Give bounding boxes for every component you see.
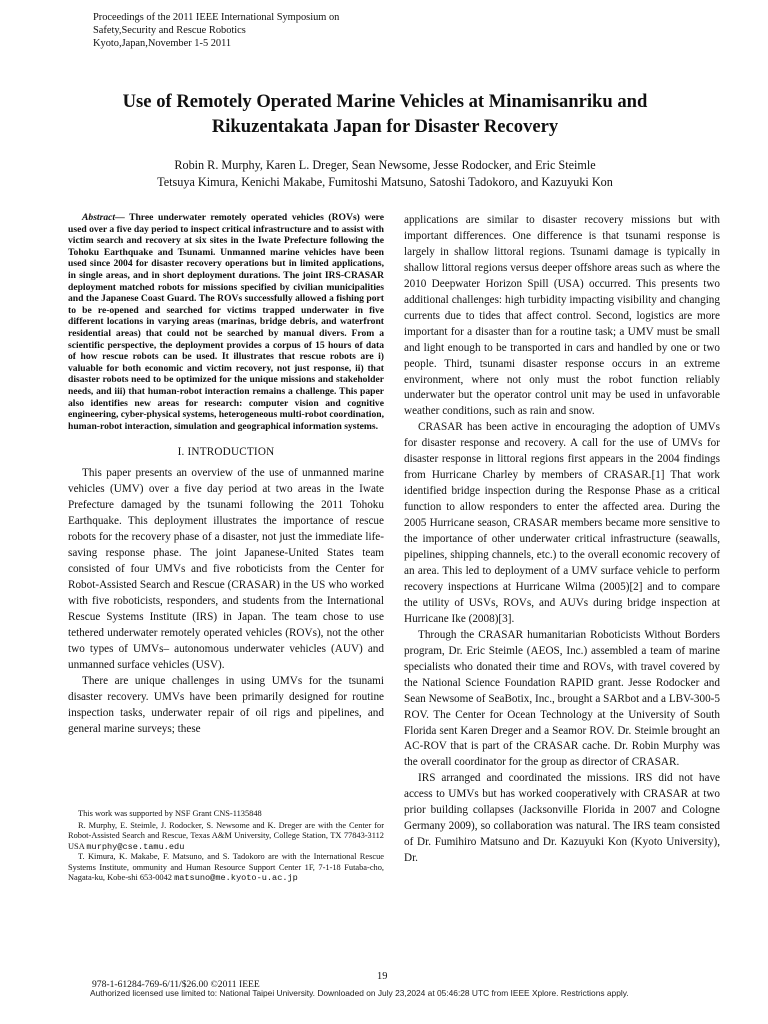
proceedings-line-1: Proceedings of the 2011 IEEE International Symposium on xyxy=(93,12,340,23)
left-column xyxy=(68,212,384,737)
authors-line-1: Robin R. Murphy, Karen L. Dreger, Sean Newsome, Jesse Rodocker, and Eric Steimle xyxy=(174,158,596,172)
footnotes xyxy=(68,809,384,884)
right-paragraph-2: CRASAR has been active in encouraging the adoption of UMVs for disaster response and recovery. A call for the use of UMVs for disaster response in littoral regions first appears in the 2004 findings from Hurricane Charley by members of CRASAR.[1] That work identified bridge inspection during the Response Phase as a critical function to allow responders to enter the affected area. During the 2005 Hurricane season, CRASAR members became more sensitive to the importance of other underwater critical infrastructure (seawalls, pipelines, shipping channels, etc.) to the overall economic recovery of an area. This led to deployment of a UMV surface vehicle to perform recovery inspections at Hurricane Wilma (2005)[2] and to compare the utility of USVs, ROVs, and AUVs during bridge inspection at Hurricane Ike (2008)[3]. xyxy=(404,421,720,625)
right-paragraph-4: IRS arranged and coordinated the missions. IRS did not have access to UMVs but has worked cooperatively with CRASAR at two prior building collapses (Jacksonville Florida in 2007 and Cologne Germany 2009), so collaboration was natural. The IRS team consisted of Dr. Fumihiro Matsuno and Dr. Kazuyuki Kon (Kyoto University), Dr. xyxy=(404,772,720,865)
proceedings-line-3: Kyoto,Japan,November 1-5 2011 xyxy=(93,38,232,49)
proceedings-header xyxy=(93,11,339,50)
right-column xyxy=(404,213,720,867)
intro-paragraph-2: There are unique challenges in using UMVs for the tsunami disaster recovery. UMVs have been primarily designed for routine inspection tasks, underwater repair of oil rigs and pipelines, and general marine surveys; these xyxy=(68,675,384,736)
author-list xyxy=(40,157,730,191)
email-link-murphy[interactable]: murphy@cse.tamu.edu xyxy=(86,841,185,852)
footnote-irs-text: T. Kimura, K. Makabe, F. Matsuno, and S. Tadokoro are with the International Rescue Systems Institute, ommunity and Human Resource Support Center 1F, 7-1-18 Futaba-cho, Nagata-ku, Kobe-shi 653-0042 xyxy=(68,852,384,882)
abstract-label: Abstract xyxy=(82,212,116,223)
authors-line-2: Tetsuya Kimura, Kenichi Makabe, Fumitoshi Matsuno, Satoshi Tadokoro, and Kazuyuki Kon xyxy=(157,175,613,189)
section-heading-introduction: I. INTRODUCTION xyxy=(177,446,275,459)
paper-title xyxy=(40,89,730,139)
isbn-copyright: 978-1-61284-769-6/11/$26.00 ©2011 IEEE xyxy=(92,979,260,990)
footnote-funding: This work was supported by NSF Grant CNS-1135848 xyxy=(78,809,262,818)
right-paragraph-1: applications are similar to disaster recovery missions but with important differences. One difference is that tsunami response is largely in shallow littoral regions. Tsunami damage is typically in shallow littoral regions versus deeper offshore areas such as where the 2010 Deepwater Horizon Spill (USA) occurred. This presents two additional challenges: high turbidity impacting visibility and changing currents due to tides that affect control. Second, logistics are more important for a disaster than for a routine task; a UMV must be small and light enough to be transported in cars and handled by one or two people. Third, tsunami disaster response occurs in an extreme environment, where not only must the robot function reliably underwater but the operator control unit may be used in unfavorable weather conditions, such as rain and snow. xyxy=(404,214,720,418)
abstract xyxy=(68,212,384,432)
footnote-crasar-affiliation xyxy=(68,821,384,853)
footnote-irs-affiliation xyxy=(68,852,384,884)
intro-paragraph-1: This paper presents an overview of the use of unmanned marine vehicles (UMV) over a five day period at two areas in the Iwate Prefecture damaged by the tsunami following the 2011 Tohoku Earthquake. This deployment illustrates the importance of rescue robots for the recovery phase of a disaster, not just the immediate life-saving response phase. The joint Japanese-United States team consisted of four UMVs and five roboticists from the Center for Robot-Assisted Search and Rescue (CRASAR) in the US who worked with five roboticists, responders, and students from the International Rescue Systems Institute (IRS) in Japan. The team chose to use tethered underwater remotely operated vehicles (ROVs), not the other two types of UMVs– autonomous underwater vehicles (AUV) and unmanned surface vehicles (USV). xyxy=(68,467,384,672)
proceedings-line-2: Safety,Security and Rescue Robotics xyxy=(93,25,246,36)
right-paragraph-3: Through the CRASAR humanitarian Roboticists Without Borders program, Dr. Eric Steimle (AEOS, Inc.) assembled a team of marine specialists who donated their time and ROVs, with travel covered by the National Science Foundation RAPID grant. Jesse Rodocker and Sean Newsome of SeaBotix, Inc., brought a SARbot and a LBV-300-5 ROV. The Center for Ocean Technology at the University of South Florida sent Karen Dreger and a Seamor ROV. Dr. Steimle brought an AC-ROV that is part of the CRASAR cache. Dr. Robin Murphy was the overall coordinator for the group as director of CRASAR. xyxy=(404,628,720,769)
footnote-crasar-text: R. Murphy, E. Steimle, J. Rodocker, S. Newsome and K. Dreger are with the Center for Robot-Assisted Search and Rescue, Texas A&M University, College Station, TX 77843-3112 USA xyxy=(68,820,384,851)
title-line-2: Rikuzentakata Japan for Disaster Recovery xyxy=(211,116,559,137)
title-line-1: Use of Remotely Operated Marine Vehicles at Minamisanriku and xyxy=(122,91,648,112)
email-link-matsuno[interactable]: matsuno@me.kyoto-u.ac.jp xyxy=(174,873,298,883)
abstract-text: — Three underwater remotely operated vehicles (ROVs) were used over a five day period to inspect critical infrastructure and to assist with victim search and recovery at six sites in the Iwate Prefecture following the Tohoku Earthquake and Tsunami. Unmanned marine vehicles have been used since 2004 for disaster recovery operations but in limited applications, in single areas, and in short deployment durations. The joint IRS-CRASAR deployment matched robots for missions specified by civilian municipalities and the Japanese Coast Guard. The ROVs successfully allowed a fishing port to be re-opened and searched for victims trapped underwater in five different locations in varying areas (marinas, bridge debris, and waterfront residential areas) that could not be searched by manual divers. From a scientific perspective, the deployment provides a corpus of 15 hours of data of how rescue robots can be used. It illustrates that rescue robots are i) valuable for both economic and victim recovery, not just response, ii) that disaster robots need to be optimized for the unique missions and stakeholder needs, and iii) that human-robot interaction remains a challenge. This paper also identifies new areas for research: computer vision and cognitive engineering, cyber-physical systems, heterogeneous multi-robot coordination, human-robot interaction, simulation and geographical information systems. xyxy=(68,212,384,432)
page-number: 19 xyxy=(377,971,388,982)
license-notice: Authorized licensed use limited to: National Taipei University. Downloaded on July 23,2024 at 05:46:28 UTC from IEEE Xplore. Restrictions apply. xyxy=(90,988,629,998)
